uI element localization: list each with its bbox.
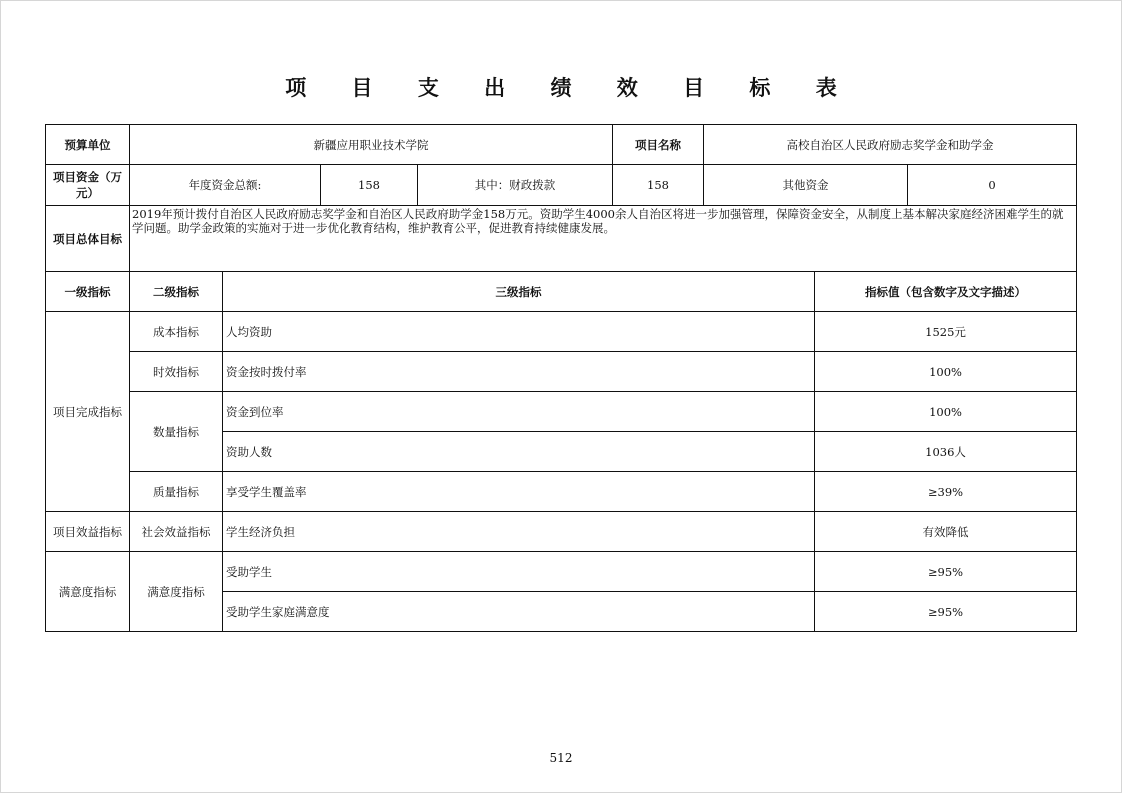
level1-header: 一级指标 [46,272,130,312]
satisfaction-indicator-l2: 满意度指标 [130,552,223,632]
header-row [46,125,1077,165]
table-row [46,312,1077,352]
indicator-value: ≥95% [815,592,1077,632]
annual-total-label: 年度资金总额: [130,165,321,206]
timeliness-indicator: 时效指标 [130,352,223,392]
table-row [46,352,1077,392]
level2-header: 二级指标 [130,272,223,312]
cost-indicator: 成本指标 [130,312,223,352]
indicator-name: 受助学生家庭满意度 [223,592,815,632]
fiscal-value: 158 [613,165,704,206]
annual-total-value: 158 [321,165,418,206]
indicator-name: 资金到位率 [223,392,815,432]
benefit-indicator: 项目效益指标 [46,512,130,552]
table-row [46,472,1077,512]
completion-indicator: 项目完成指标 [46,312,130,512]
table-row [46,552,1077,592]
project-name-value: 高校自治区人民政府励志奖学金和助学金 [704,125,1077,165]
quantity-indicator: 数量指标 [130,392,223,472]
goal-text: 2019年预计拨付自治区人民政府励志奖学金和自治区人民政府助学金158万元。资助学生4000余人自治区将进一步加强管理，保障资金安全，从制度上基本解决家庭经济困难学生的就学问题。助学金政策的实施对于进一步优化教育结构，维护教育公平，促进教育持续健康发展。 [130,206,1077,272]
value-header: 指标值（包含数字及文字描述） [815,272,1077,312]
indicator-name: 受助学生 [223,552,815,592]
page-number: 512 [549,751,573,765]
indicator-value: 有效降低 [815,512,1077,552]
column-header-row [46,272,1077,312]
funds-row [46,165,1077,206]
goal-row [46,206,1077,272]
fiscal-label: 其中：财政拨款 [418,165,613,206]
funds-label: 项目资金（万元） [46,165,130,206]
indicator-value: 100% [815,392,1077,432]
satisfaction-indicator-l1: 满意度指标 [46,552,130,632]
other-funds-value: 0 [908,165,1077,206]
indicator-name: 享受学生覆盖率 [223,472,815,512]
level3-header: 三级指标 [223,272,815,312]
table-row [46,392,1077,432]
project-name-label: 项目名称 [613,125,704,165]
indicator-value: 1036人 [815,432,1077,472]
indicator-name: 人均资助 [223,312,815,352]
indicator-value: ≥39% [815,472,1077,512]
page-title: 项 目 支 出 绩 效 目 标 表 [285,76,856,100]
goal-label: 项目总体目标 [46,206,130,272]
budget-unit-label: 预算单位 [46,125,130,165]
indicator-value: 100% [815,352,1077,392]
other-funds-label: 其他资金 [704,165,908,206]
budget-unit-value: 新疆应用职业技术学院 [130,125,613,165]
indicator-value: ≥95% [815,552,1077,592]
indicator-name: 学生经济负担 [223,512,815,552]
social-benefit-indicator: 社会效益指标 [130,512,223,552]
indicator-name: 资金按时拨付率 [223,352,815,392]
indicator-value: 1525元 [815,312,1077,352]
table-row [46,512,1077,552]
quality-indicator: 质量指标 [130,472,223,512]
performance-target-table [45,124,1077,632]
indicator-name: 资助人数 [223,432,815,472]
